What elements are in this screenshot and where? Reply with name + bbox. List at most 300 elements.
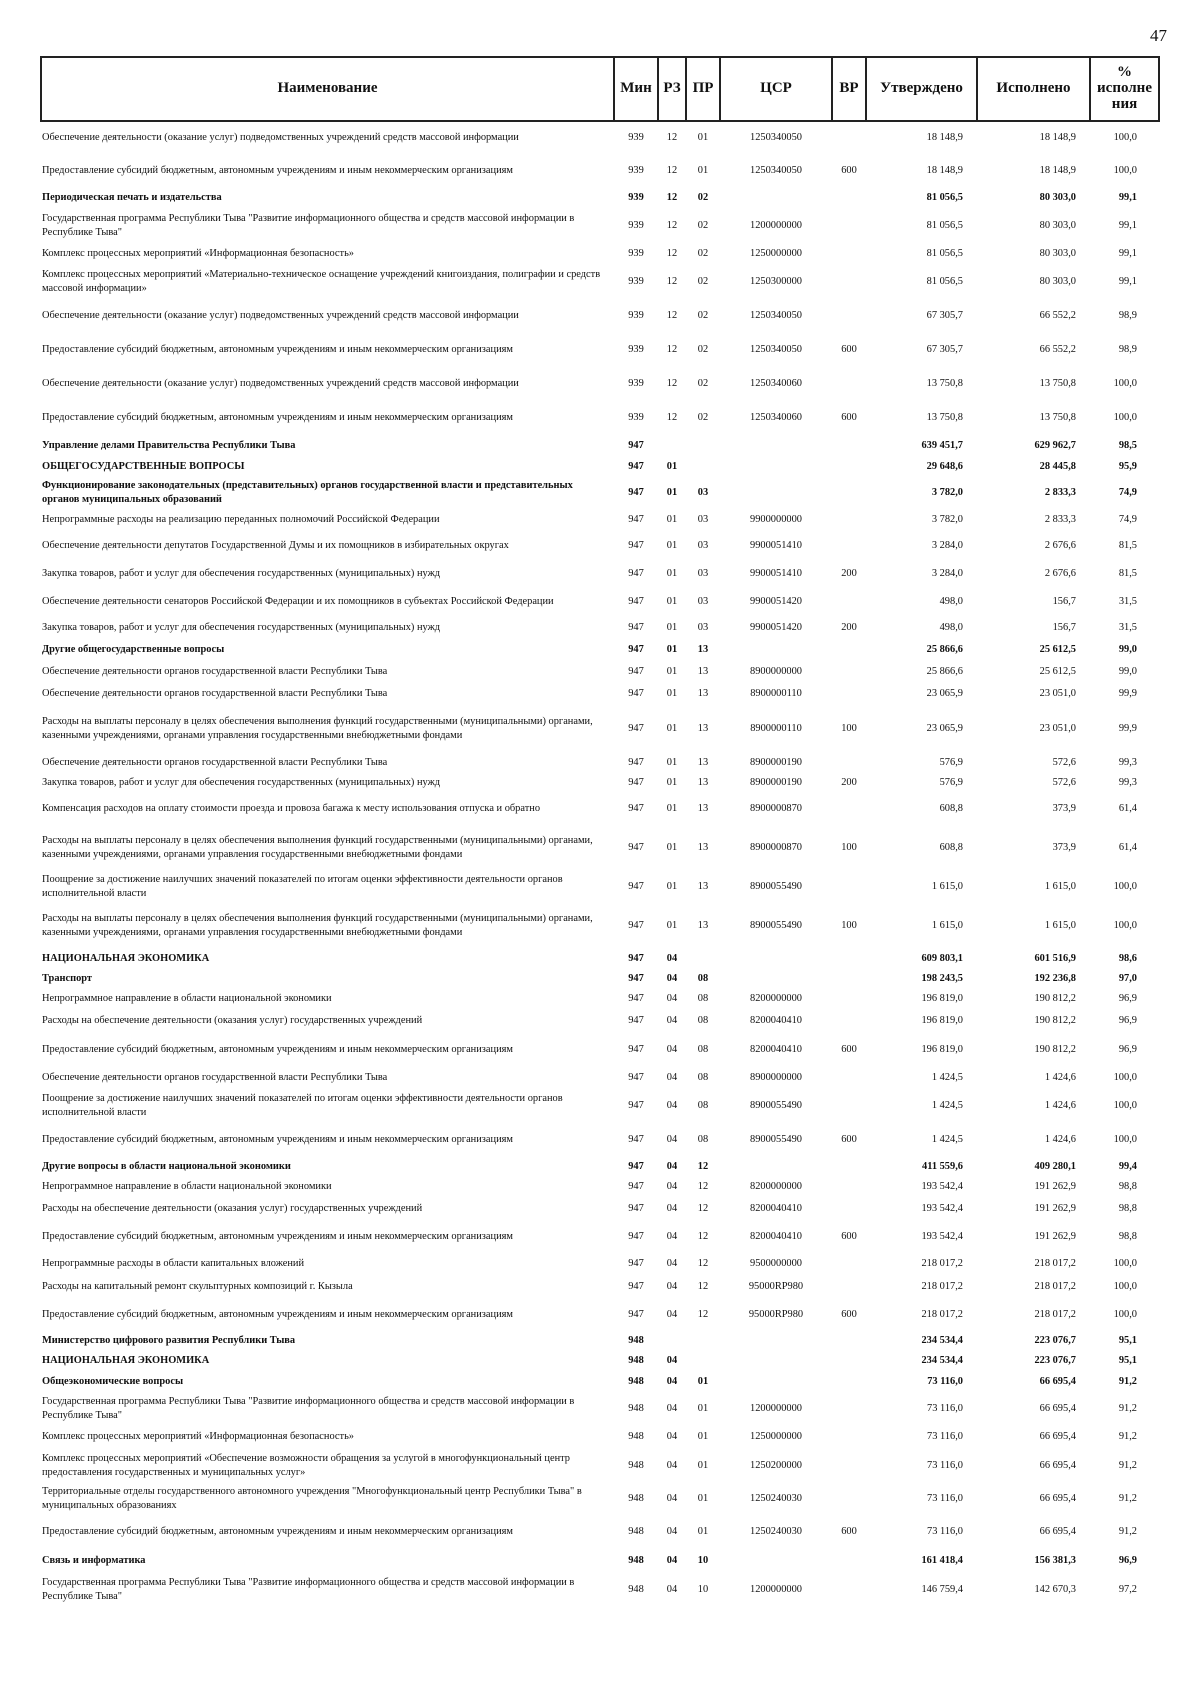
cell-percent: 31,5	[1118, 622, 1137, 634]
cell-approved: 73 116,0	[927, 1460, 963, 1472]
cell-percent: 99,0	[1118, 644, 1137, 656]
cell-executed: 373,9	[1052, 803, 1076, 815]
cell-vr	[832, 477, 866, 509]
cell-pr: 10	[697, 1555, 709, 1567]
cell-executed: 156,7	[1052, 622, 1076, 634]
table-row	[41, 989, 1159, 1009]
cell-percent: 61,4	[1118, 803, 1137, 815]
cell-percent: 97,0	[1118, 973, 1137, 985]
cell-csr	[720, 639, 832, 661]
cell-name: Расходы на выплаты персоналу в целях обеспечения выполнения функций государственными (муниципальными) органами, казенными учреждениями, органами управления государственными внебюджетными фондами	[42, 913, 593, 938]
cell-name: Поощрение за достижение наилучших значений показателей по итогам оценки эффективности деятельности органов исполнительной власти	[42, 874, 563, 899]
cell-csr	[720, 969, 832, 989]
cell-csr: 1250340060	[750, 378, 802, 390]
cell-executed: 629 962,7	[1034, 440, 1076, 452]
cell-percent: 96,9	[1118, 1015, 1137, 1027]
cell-name: Территориальные отделы государственного автономного учреждения "Многофункциональный центр Республики Тыва" в муниципальных образованиях	[42, 1486, 582, 1511]
cell-percent: 99,9	[1118, 688, 1137, 700]
cell-min: 939	[628, 344, 644, 356]
cell-approved: 1 615,0	[931, 881, 963, 893]
header-min: Мин	[614, 57, 658, 121]
header-pr: ПР	[686, 57, 720, 121]
cell-percent: 96,9	[1118, 993, 1137, 1005]
cell-rz: 12	[666, 310, 678, 322]
table-row	[41, 825, 1159, 871]
cell-pr: 03	[697, 596, 709, 608]
budget-execution-table	[40, 56, 1160, 1607]
cell-rz: 04	[666, 1460, 678, 1472]
cell-vr: 200	[841, 777, 857, 789]
cell-pr: 01	[697, 132, 709, 144]
table-row	[41, 1393, 1159, 1425]
cell-percent: 100,0	[1113, 378, 1137, 390]
cell-vr	[832, 1331, 866, 1351]
cell-vr	[832, 121, 866, 154]
cell-rz: 01	[666, 777, 678, 789]
cell-executed: 190 812,2	[1034, 993, 1076, 1005]
cell-vr	[832, 1177, 866, 1197]
cell-approved: 73 116,0	[927, 1493, 963, 1505]
cell-min: 947	[628, 1181, 644, 1193]
cell-executed: 23 051,0	[1039, 688, 1076, 700]
cell-min: 939	[628, 276, 644, 288]
cell-name: Государственная программа Республики Тыва "Развитие информационного общества и средств массовой информации в Республике Тыва"	[42, 213, 575, 238]
cell-min: 939	[628, 310, 644, 322]
cell-rz: 04	[666, 1072, 678, 1084]
cell-approved: 81 056,5	[926, 248, 963, 260]
cell-approved: 498,0	[939, 622, 963, 634]
cell-name: Управление делами Правительства Республики Тыва	[42, 440, 296, 452]
cell-vr	[832, 587, 866, 617]
cell-executed: 2 676,6	[1044, 568, 1076, 580]
header-rz: РЗ	[658, 57, 686, 121]
cell-pr	[686, 949, 720, 969]
cell-csr: 1250340050	[750, 344, 802, 356]
cell-pr: 01	[697, 164, 709, 176]
cell-approved: 146 759,4	[921, 1584, 963, 1596]
cell-csr: 8200000000	[750, 1181, 802, 1193]
cell-percent: 99,1	[1118, 276, 1137, 288]
cell-pr: 12	[697, 1181, 709, 1193]
cell-csr: 8200040410	[750, 1044, 802, 1056]
table-row	[41, 1033, 1159, 1067]
cell-pr: 12	[697, 1161, 709, 1173]
cell-percent: 99,3	[1118, 777, 1137, 789]
table-row	[41, 903, 1159, 949]
cell-vr	[832, 1483, 866, 1515]
cell-approved: 81 056,5	[926, 192, 963, 204]
table-row	[41, 1371, 1159, 1393]
cell-pr: 01	[697, 1403, 709, 1415]
cell-percent: 100,0	[1113, 1072, 1137, 1084]
cell-name: Транспорт	[42, 973, 93, 985]
cell-name: Государственная программа Республики Тыва "Развитие информационного общества и средств массовой информации в Республике Тыва"	[42, 1577, 575, 1602]
table-row	[41, 154, 1159, 187]
cell-csr: 8900055490	[750, 1100, 802, 1112]
cell-vr: 600	[841, 1044, 857, 1056]
cell-pr: 02	[697, 192, 709, 204]
cell-approved: 3 782,0	[931, 487, 963, 499]
cell-pr: 02	[697, 412, 709, 424]
cell-name: Предоставление субсидий бюджетным, автономным учреждениям и иным некоммерческим организациям	[42, 1044, 513, 1056]
table-row	[41, 1351, 1159, 1371]
cell-approved: 23 065,9	[926, 723, 963, 735]
cell-percent: 97,2	[1118, 1584, 1137, 1596]
cell-vr: 600	[841, 1231, 857, 1243]
cell-name: Предоставление субсидий бюджетным, автономным учреждениям и иным некоммерческим организациям	[42, 164, 513, 176]
table-row	[41, 661, 1159, 683]
cell-approved: 1 424,5	[931, 1134, 963, 1146]
cell-percent: 91,2	[1118, 1493, 1137, 1505]
table-row	[41, 1177, 1159, 1197]
cell-vr: 100	[841, 842, 857, 854]
cell-name: Периодическая печать и издательства	[42, 192, 222, 204]
cell-executed: 23 051,0	[1039, 723, 1076, 735]
cell-vr	[832, 435, 866, 457]
cell-min: 948	[628, 1493, 644, 1505]
cell-min: 947	[628, 1309, 644, 1321]
cell-approved: 411 559,6	[922, 1161, 963, 1173]
cell-name: Комплекс процессных мероприятий «Информационная безопасность»	[42, 248, 354, 260]
cell-rz: 04	[666, 1355, 678, 1367]
cell-percent: 99,9	[1118, 723, 1137, 735]
cell-pr: 01	[697, 1493, 709, 1505]
cell-name: Непрограммное направление в области национальной экономики	[42, 1181, 332, 1193]
cell-executed: 18 148,9	[1039, 132, 1076, 144]
cell-pr: 08	[697, 1134, 709, 1146]
cell-min: 947	[628, 688, 644, 700]
cell-pr: 01	[697, 1460, 709, 1472]
cell-pr: 12	[697, 1231, 709, 1243]
cell-vr: 100	[841, 920, 857, 932]
cell-percent: 100,0	[1113, 164, 1137, 176]
cell-csr: 9900051420	[750, 622, 802, 634]
cell-rz: 04	[666, 1431, 678, 1443]
cell-rz: 04	[666, 1281, 678, 1293]
cell-percent: 91,2	[1118, 1376, 1137, 1388]
cell-csr: 1250340060	[750, 412, 802, 424]
cell-executed: 1 424,6	[1044, 1072, 1076, 1084]
cell-min: 939	[628, 192, 644, 204]
cell-rz: 12	[666, 164, 678, 176]
cell-executed: 373,9	[1052, 842, 1076, 854]
cell-vr	[832, 661, 866, 683]
cell-name: Общеэкономические вопросы	[42, 1376, 184, 1388]
cell-pr: 08	[697, 1072, 709, 1084]
cell-rz: 01	[666, 487, 678, 499]
cell-pr: 12	[697, 1309, 709, 1321]
cell-executed: 223 076,7	[1034, 1335, 1076, 1347]
cell-percent: 100,0	[1113, 412, 1137, 424]
cell-approved: 1 615,0	[931, 920, 963, 932]
cell-pr: 03	[697, 622, 709, 634]
cell-min: 947	[628, 1072, 644, 1084]
cell-csr: 1250240030	[750, 1493, 802, 1505]
cell-approved: 576,9	[939, 757, 963, 769]
cell-executed: 66 552,2	[1039, 344, 1076, 356]
cell-vr	[832, 969, 866, 989]
cell-rz: 04	[666, 993, 678, 1005]
cell-percent: 96,9	[1118, 1555, 1137, 1567]
cell-min: 947	[628, 461, 644, 473]
cell-pr: 02	[697, 276, 709, 288]
cell-percent: 100,0	[1113, 1134, 1137, 1146]
cell-executed: 191 262,9	[1034, 1231, 1076, 1243]
cell-percent: 81,5	[1118, 568, 1137, 580]
cell-rz: 01	[666, 881, 678, 893]
cell-name: Обеспечение деятельности (оказание услуг) подведомственных учреждений средств массовой информации	[42, 310, 519, 322]
cell-csr: 1250340050	[750, 310, 802, 322]
cell-approved: 218 017,2	[921, 1281, 963, 1293]
cell-approved: 67 305,7	[926, 344, 963, 356]
cell-name: Комплекс процессных мероприятий «Материально-техническое оснащение учреждений книгоиздания, полиграфии и средств массовой информации»	[42, 269, 601, 294]
table-row	[41, 187, 1159, 209]
cell-name: Связь и информатика	[42, 1555, 146, 1567]
cell-min: 947	[628, 1015, 644, 1027]
cell-approved: 25 866,6	[926, 644, 963, 656]
cell-vr	[832, 265, 866, 299]
cell-rz: 01	[666, 842, 678, 854]
cell-rz: 01	[666, 540, 678, 552]
cell-csr: 9900051420	[750, 596, 802, 608]
cell-approved: 498,0	[939, 596, 963, 608]
table-row	[41, 367, 1159, 401]
cell-rz: 04	[666, 1100, 678, 1112]
cell-executed: 156,7	[1052, 596, 1076, 608]
cell-csr	[720, 457, 832, 477]
cell-pr: 08	[697, 1100, 709, 1112]
cell-pr: 13	[697, 723, 709, 735]
cell-approved: 73 116,0	[927, 1403, 963, 1415]
table-row	[41, 243, 1159, 265]
cell-min: 947	[628, 842, 644, 854]
cell-vr	[832, 1449, 866, 1483]
cell-csr: 9900051410	[750, 568, 802, 580]
cell-pr: 10	[697, 1584, 709, 1596]
table-row	[41, 705, 1159, 753]
cell-pr: 13	[697, 688, 709, 700]
cell-pr: 13	[697, 644, 709, 656]
cell-name: Предоставление субсидий бюджетным, автономным учреждениям и иным некоммерческим организациям	[42, 344, 513, 356]
cell-vr	[832, 243, 866, 265]
cell-percent: 99,3	[1118, 757, 1137, 769]
cell-executed: 28 445,8	[1039, 461, 1076, 473]
cell-executed: 80 303,0	[1039, 192, 1076, 204]
cell-executed: 1 615,0	[1044, 881, 1076, 893]
table-row	[41, 401, 1159, 435]
cell-name: Расходы на выплаты персоналу в целях обеспечения выполнения функций государственными (муниципальными) органами, казенными учреждениями, органами управления государственными внебюджетными фондами	[42, 716, 593, 741]
cell-csr: 95000RP980	[748, 1309, 804, 1321]
cell-vr: 600	[841, 1309, 857, 1321]
cell-percent: 100,0	[1113, 881, 1137, 893]
cell-percent: 99,0	[1118, 666, 1137, 678]
cell-pr: 03	[697, 487, 709, 499]
cell-csr	[720, 1331, 832, 1351]
table-row	[41, 753, 1159, 773]
cell-rz: 12	[666, 132, 678, 144]
cell-rz: 04	[666, 1584, 678, 1596]
cell-rz: 01	[666, 723, 678, 735]
cell-csr: 8900000190	[750, 757, 802, 769]
cell-rz: 04	[666, 1044, 678, 1056]
cell-csr: 9500000000	[750, 1258, 802, 1270]
cell-csr: 8900000000	[750, 666, 802, 678]
cell-rz: 01	[666, 757, 678, 769]
cell-vr	[832, 1371, 866, 1393]
header-approved: Утверждено	[866, 57, 977, 121]
cell-vr	[832, 1573, 866, 1607]
cell-csr	[720, 435, 832, 457]
cell-percent: 91,2	[1118, 1431, 1137, 1443]
cell-vr: 600	[841, 164, 857, 176]
cell-executed: 223 076,7	[1034, 1355, 1076, 1367]
cell-rz: 01	[666, 461, 678, 473]
cell-rz: 04	[666, 1231, 678, 1243]
cell-rz: 01	[666, 644, 678, 656]
cell-approved: 3 782,0	[931, 514, 963, 526]
cell-min: 948	[628, 1335, 644, 1347]
cell-approved: 73 116,0	[927, 1376, 963, 1388]
table-row	[41, 949, 1159, 969]
cell-vr	[832, 683, 866, 705]
cell-approved: 18 148,9	[926, 132, 963, 144]
table-row	[41, 435, 1159, 457]
cell-name: Министерство цифрового развития Республики Тыва	[42, 1335, 296, 1347]
cell-rz: 04	[666, 1181, 678, 1193]
cell-approved: 193 542,4	[921, 1181, 963, 1193]
cell-approved: 18 148,9	[926, 164, 963, 176]
cell-vr	[832, 1009, 866, 1033]
cell-approved: 609 803,1	[921, 953, 963, 965]
cell-executed: 218 017,2	[1034, 1258, 1076, 1270]
cell-min: 948	[628, 1376, 644, 1388]
cell-approved: 193 542,4	[921, 1231, 963, 1243]
cell-pr: 01	[697, 1376, 709, 1388]
cell-csr	[720, 187, 832, 209]
cell-pr: 13	[697, 881, 709, 893]
cell-min: 948	[628, 1355, 644, 1367]
table-row	[41, 1449, 1159, 1483]
table-row	[41, 1123, 1159, 1157]
cell-executed: 80 303,0	[1039, 248, 1076, 260]
cell-approved: 81 056,5	[926, 220, 963, 232]
cell-percent: 99,1	[1118, 248, 1137, 260]
table-row	[41, 457, 1159, 477]
cell-percent: 31,5	[1118, 596, 1137, 608]
cell-approved: 73 116,0	[927, 1431, 963, 1443]
cell-percent: 99,1	[1118, 220, 1137, 232]
cell-approved: 218 017,2	[921, 1258, 963, 1270]
cell-name: Расходы на обеспечение деятельности (оказания услуг) государственных учреждений	[42, 1015, 423, 1027]
cell-min: 947	[628, 973, 644, 985]
cell-executed: 66 695,4	[1039, 1376, 1076, 1388]
cell-csr: 1250340050	[750, 164, 802, 176]
cell-vr: 200	[841, 568, 857, 580]
cell-csr: 8200000000	[750, 993, 802, 1005]
cell-executed: 191 262,9	[1034, 1203, 1076, 1215]
cell-executed: 25 612,5	[1039, 644, 1076, 656]
cell-rz: 12	[666, 248, 678, 260]
cell-executed: 80 303,0	[1039, 276, 1076, 288]
cell-rz: 04	[666, 1555, 678, 1567]
cell-executed: 66 695,4	[1039, 1493, 1076, 1505]
cell-rz: 04	[666, 1258, 678, 1270]
cell-rz: 04	[666, 1161, 678, 1173]
cell-name: Обеспечение деятельности органов государственной власти Республики Тыва	[42, 757, 388, 769]
cell-csr: 8900000870	[750, 842, 802, 854]
cell-pr: 12	[697, 1258, 709, 1270]
cell-min: 939	[628, 378, 644, 390]
cell-executed: 18 148,9	[1039, 164, 1076, 176]
cell-csr: 8200040410	[750, 1231, 802, 1243]
cell-executed: 2 833,3	[1044, 514, 1076, 526]
table-row	[41, 1425, 1159, 1449]
cell-vr	[832, 209, 866, 243]
table-row	[41, 1331, 1159, 1351]
cell-executed: 572,6	[1052, 777, 1076, 789]
cell-percent: 100,0	[1113, 920, 1137, 932]
cell-csr: 1200000000	[750, 220, 802, 232]
cell-approved: 234 534,4	[921, 1335, 963, 1347]
table-row	[41, 477, 1159, 509]
cell-min: 948	[628, 1555, 644, 1567]
cell-rz: 01	[666, 688, 678, 700]
table-row	[41, 509, 1159, 531]
cell-min: 948	[628, 1526, 644, 1538]
cell-csr: 8200040410	[750, 1015, 802, 1027]
cell-min: 947	[628, 568, 644, 580]
cell-approved: 196 819,0	[921, 993, 963, 1005]
cell-csr	[720, 477, 832, 509]
cell-rz: 01	[666, 920, 678, 932]
cell-pr: 02	[697, 378, 709, 390]
cell-name: Непрограммные расходы в области капитальных вложений	[42, 1258, 305, 1270]
cell-name: ОБЩЕГОСУДАРСТВЕННЫЕ ВОПРОСЫ	[42, 461, 245, 473]
cell-percent: 99,1	[1118, 192, 1137, 204]
cell-pr: 01	[697, 1431, 709, 1443]
cell-name: Закупка товаров, работ и услуг для обеспечения государственных (муниципальных) нужд	[42, 568, 441, 580]
cell-min: 939	[628, 248, 644, 260]
cell-name: Компенсация расходов на оплату стоимости проезда и провоза багажа к месту использования отпуска и обратно	[42, 803, 541, 815]
cell-name: Предоставление субсидий бюджетным, автономным учреждениям и иным некоммерческим организациям	[42, 1309, 513, 1321]
cell-vr	[832, 989, 866, 1009]
cell-pr: 08	[697, 973, 709, 985]
cell-name: Другие общегосударственные вопросы	[42, 644, 225, 656]
cell-percent: 99,4	[1118, 1161, 1137, 1173]
cell-executed: 218 017,2	[1034, 1309, 1076, 1321]
cell-min: 947	[628, 1231, 644, 1243]
cell-approved: 608,8	[939, 842, 963, 854]
cell-percent: 98,8	[1118, 1181, 1137, 1193]
cell-min: 947	[628, 723, 644, 735]
cell-csr	[720, 1351, 832, 1371]
cell-pr: 13	[697, 803, 709, 815]
cell-csr: 9900000000	[750, 514, 802, 526]
cell-min: 947	[628, 1134, 644, 1146]
cell-min: 947	[628, 881, 644, 893]
cell-executed: 190 812,2	[1034, 1044, 1076, 1056]
cell-percent: 98,9	[1118, 344, 1137, 356]
cell-name: Обеспечение деятельности органов государственной власти Республики Тыва	[42, 666, 388, 678]
header-executed: Исполнено	[977, 57, 1090, 121]
cell-percent: 100,0	[1113, 132, 1137, 144]
cell-vr	[832, 639, 866, 661]
cell-min: 939	[628, 164, 644, 176]
table-row	[41, 1549, 1159, 1573]
cell-pr: 13	[697, 666, 709, 678]
cell-vr	[832, 187, 866, 209]
cell-pr: 02	[697, 344, 709, 356]
